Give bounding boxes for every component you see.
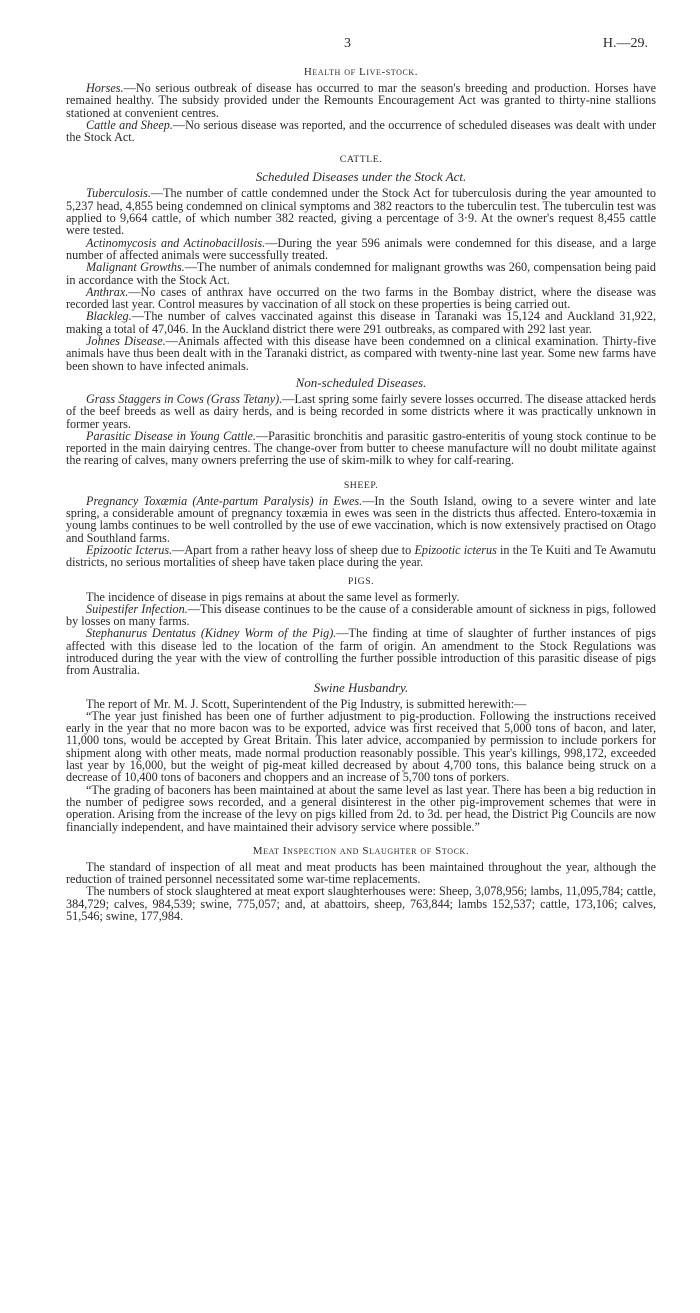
- paragraph-pig-incidence: The incidence of disease in pigs remains at about the same level as formerly.: [86, 589, 460, 604]
- section-heading-sheep: SHEEP.: [343, 479, 379, 491]
- paragraph-grass-staggers: Grass Staggers in Cows (Grass Tetany).—Last spring some fairly severe losses occurred. The disease attacked herds of the beef breeds as well as dairy herds, and is being recorded in some districts where it was practically unknown in former years.: [66, 391, 656, 431]
- subheading-scheduled-diseases: Scheduled Diseases under the Stock Act.: [255, 169, 467, 185]
- page-header: [66, 36, 656, 66]
- subheading-swine-husbandry: Swine Husbandry.: [313, 679, 409, 695]
- paragraph-quote-pig-production: “The year just finished has been one of further adjustment to pig-production. Following the instructions received early in the year that no more bacon was to be exported, advice was first received that 5,000 tons of bacon, and later, 11,000 tons, would be accepted by Great Britain. This later advice, accompanied by permission to include porkers for shipment along with other meats, made normal production reasonably possible. This year's killings, 998,172, exceeded last year by 16,000, but the weight of pig-meat killed decreased by about 4,700 tons, this balance being struck on a decrease of 10,400 tons of baconers and choppers and an increase of 5,700 tons of porkers.: [66, 708, 656, 785]
- paragraph-malignant-growths: Malignant Growths.—The number of animals condemned for malignant growths was 260, compensation being paid in accordance with the Stock Act.: [66, 260, 656, 287]
- paragraph-actinomycosis: Actinomycosis and Actinobacillosis.—During the year 596 animals were condemned for this disease, and a large number of affected animals were successfully treated.: [66, 235, 656, 262]
- paragraph-blackleg: Blackleg.—The number of calves vaccinated against this disease in Taranaki was 15,124 and Auckland 31,922, making a total of 47,046. In the Auckland district there were 291 outbreaks, as compared with 292 last year.: [66, 309, 656, 336]
- paragraph-horses: Horses.—No serious outbreak of disease has occurred to mar the season's breeding and production. Horses have remained healthy. The subsidy provided under the Remounts Encouragement Act was granted to thirty-nine stallions stationed at convenient centres.: [66, 81, 656, 120]
- paragraph-parasitic-disease: Parasitic Disease in Young Cattle.—Parasitic bronchitis and parasitic gastro-enteritis of young stock continue to be reported in the main dairying centres. The change-over from butter to cheese manufacture will no doubt militate against the rearing of calves, many owners preferring the use of skim-milk to whey for calf-rearing.: [66, 428, 656, 468]
- section-heading-health: Health of Live-stock.: [303, 66, 419, 78]
- horses-title: Horses.: [86, 81, 124, 95]
- section-heading-meat-inspection: Meat Inspection and Slaughter of Stock.: [252, 844, 470, 857]
- paragraph-stock-slaughtered: The numbers of stock slaughtered at meat export slaughterhouses were: Sheep, 3,078,956; lambs, 11,095,784; cattle, 384,729; calves, 984,539; swine, 775,057; and, at abattoirs, sheep, 763,844; lambs 152,537; cattle, 173,106; calves, 51,546; swine, 177,984.: [66, 884, 656, 924]
- paragraph-johnes-disease: Johnes Disease.—Animals affected with this disease have been condemned on a clinical examination. Thirty-five animals have thus been dealt with in the Taranaki district, as compared with twenty-nine last year. Some new farms have been shown to have infected animals.: [66, 334, 656, 373]
- paragraph-cattle-sheep: Cattle and Sheep.—No serious disease was reported, and the occurrence of scheduled diseases was dealt with under the Stock Act.: [66, 117, 657, 145]
- document-reference: H.—29.: [602, 36, 648, 51]
- paragraph-meat-standard: The standard of inspection of all meat and meat products has been maintained throughout the year, although the reduction of trained personnel necessitated some war-time replacements.: [66, 859, 656, 887]
- cattle-sheep-title: Cattle and Sheep.: [86, 117, 173, 132]
- subheading-non-scheduled-diseases: Non-scheduled Diseases.: [295, 374, 427, 390]
- paragraph-tuberculosis: Tuberculosis.—The number of cattle condemned under the Stock Act for tuberculosis during the year amounted to 5,237 head, 4,855 being condemned on clinical symptoms and 382 reactors to the tuberculin test. The tuberculin test was applied to 9,664 cattle, of which number 382 reacted, giving a percentage of 3·9. At the owner's request 8,455 cattle were tested.: [66, 186, 656, 238]
- section-heading-cattle: CATTLE.: [339, 154, 383, 166]
- paragraph-report-intro: The report of Mr. M. J. Scott, Superintendent of the Pig Industry, is submitted herewith:—: [86, 696, 527, 711]
- paragraph-quote-grading: “The grading of baconers has been maintained at about the same level as last year. There has been a big reduction in the number of pedigree sows recorded, and a general disinterest in the other pig-improvement schemes that were in operation. Arising from the increase of the levy on pigs killed from 2d. to 3d. per head, the District Pig Councils are now financially independent, and have maintained their advisory service where possible.”: [66, 782, 656, 834]
- paragraph-pregnancy-toxaemia: Pregnancy Toxæmia (Ante-partum Paralysis) in Ewes.—In the South Island, owing to a severe winter and late spring, a considerable amount of pregnancy toxæmia in ewes was seen in the districts thus affected. Entero-toxæmia in young lambs continues to be well controlled by the use of ewe vaccination, which is now extensively practised on Otago and Southland farms.: [66, 493, 656, 545]
- page-number: 3: [344, 36, 351, 51]
- paragraph-suipestifer: Suipestifer Infection.—This disease continues to be the cause of a considerable amount of sickness in pigs, followed by losses on many farms.: [66, 601, 657, 629]
- section-heading-pigs: PIGS.: [347, 575, 375, 587]
- paragraph-epizootic-icterus: Epizootic Icterus.—Apart from a rather heavy loss of sheep due to Epizootic icterus in the Te Kuiti and Te Awamutu districts, no serious mortalities of sheep have taken place during the year.: [66, 542, 656, 570]
- paragraph-anthrax: Anthrax.—No cases of anthrax have occurred on the two farms in the Bombay district, where the disease was recorded last year. Control measures by vaccination of all stock on these properties is being carried out.: [66, 284, 656, 312]
- paragraph-stephanurus: Stephanurus Dentatus (Kidney Worm of the Pig).—The finding at time of slaughter of further instances of pigs affected with this disease led to the location of the farm of origin. An amendment to the Stock Regulations was introduced during the year with the view of controlling the further possible introduction of this parasitic disease of pigs from Australia.: [66, 626, 656, 678]
